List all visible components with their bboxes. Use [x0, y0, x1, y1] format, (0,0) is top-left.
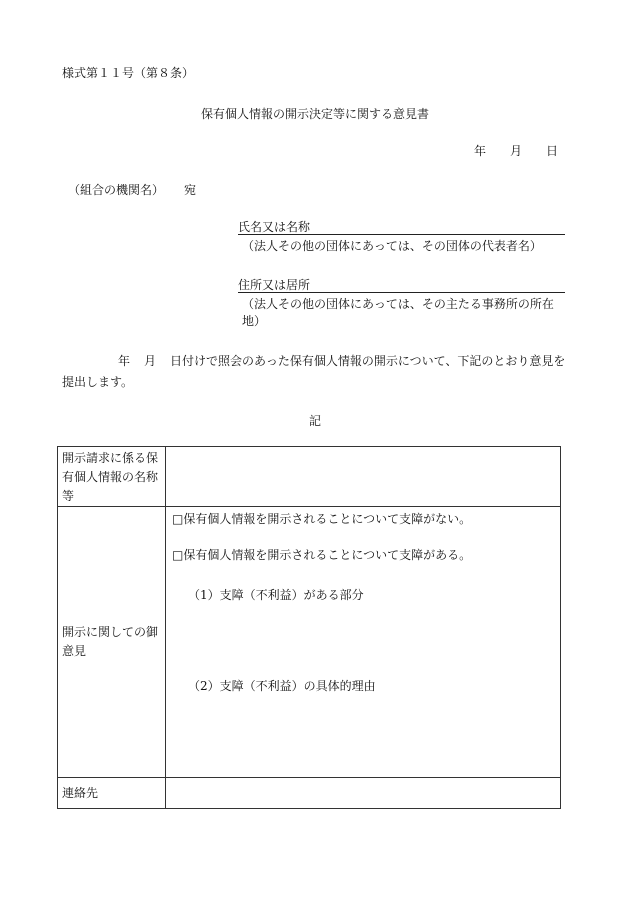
- row2-label-cell: [58, 507, 166, 778]
- option-no-objection-label: 保有個人情報を開示されることについて支障がない。: [183, 512, 472, 526]
- opinion-table: [57, 446, 561, 809]
- option-no-objection[interactable]: [172, 510, 471, 529]
- date-year: 年: [474, 144, 487, 158]
- sub-item-affected-part: （1）支障（不利益）がある部分: [188, 588, 364, 602]
- body-month: 月: [144, 354, 157, 368]
- body-text: 日付けで照会のあった保有個人情報の開示について、下記のとおり意見を提出します。: [62, 354, 566, 389]
- document-title: 保有個人情報の開示決定等に関する意見書: [200, 107, 429, 121]
- body-paragraph: [62, 351, 572, 393]
- addressee-org: （組合の機関名）: [68, 183, 165, 197]
- checkbox-icon[interactable]: □: [172, 548, 184, 562]
- row3-label: 連絡先: [62, 785, 99, 800]
- row2-value-cell: [166, 507, 561, 778]
- body-year: 年: [118, 354, 131, 368]
- name-label: 氏名又は名称: [238, 218, 565, 235]
- row2-label: 開示に関しての御意見: [62, 625, 159, 658]
- name-note: （法人その他の団体にあっては、その団体の代表者名）: [242, 239, 542, 253]
- addressee-honorific: 宛: [184, 183, 197, 197]
- date-line: [474, 142, 558, 159]
- signature-address-block: [238, 276, 565, 329]
- checkbox-icon[interactable]: □: [172, 512, 184, 526]
- row1-label: 開示請求に係る保有個人情報の名称等: [62, 451, 159, 503]
- address-label: 住所又は居所: [238, 276, 565, 293]
- option-objection[interactable]: [172, 546, 471, 565]
- sub-item-specific-reason: （2）支障（不利益）の具体的理由: [188, 679, 376, 693]
- row1-label-cell: [58, 447, 166, 507]
- address-note: （法人その他の団体にあっては、その主たる事務所の所在地）: [242, 297, 554, 328]
- row1-value-cell[interactable]: [166, 447, 561, 507]
- table-row-info-name: [58, 447, 561, 507]
- opinion-content: [166, 507, 560, 777]
- option-objection-label: 保有個人情報を開示されることについて支障がある。: [183, 548, 472, 562]
- signature-name-block: [238, 218, 565, 254]
- addressee: [68, 181, 196, 198]
- date-day: 日: [546, 144, 559, 158]
- table-row-opinion: [58, 507, 561, 778]
- form-number: 様式第１１号（第８条）: [62, 66, 195, 80]
- ki-heading: 記: [308, 414, 321, 428]
- row3-label-cell: [58, 778, 166, 809]
- row3-value-cell[interactable]: [166, 778, 561, 809]
- date-month: 月: [510, 144, 523, 158]
- table-row-contact: [58, 778, 561, 809]
